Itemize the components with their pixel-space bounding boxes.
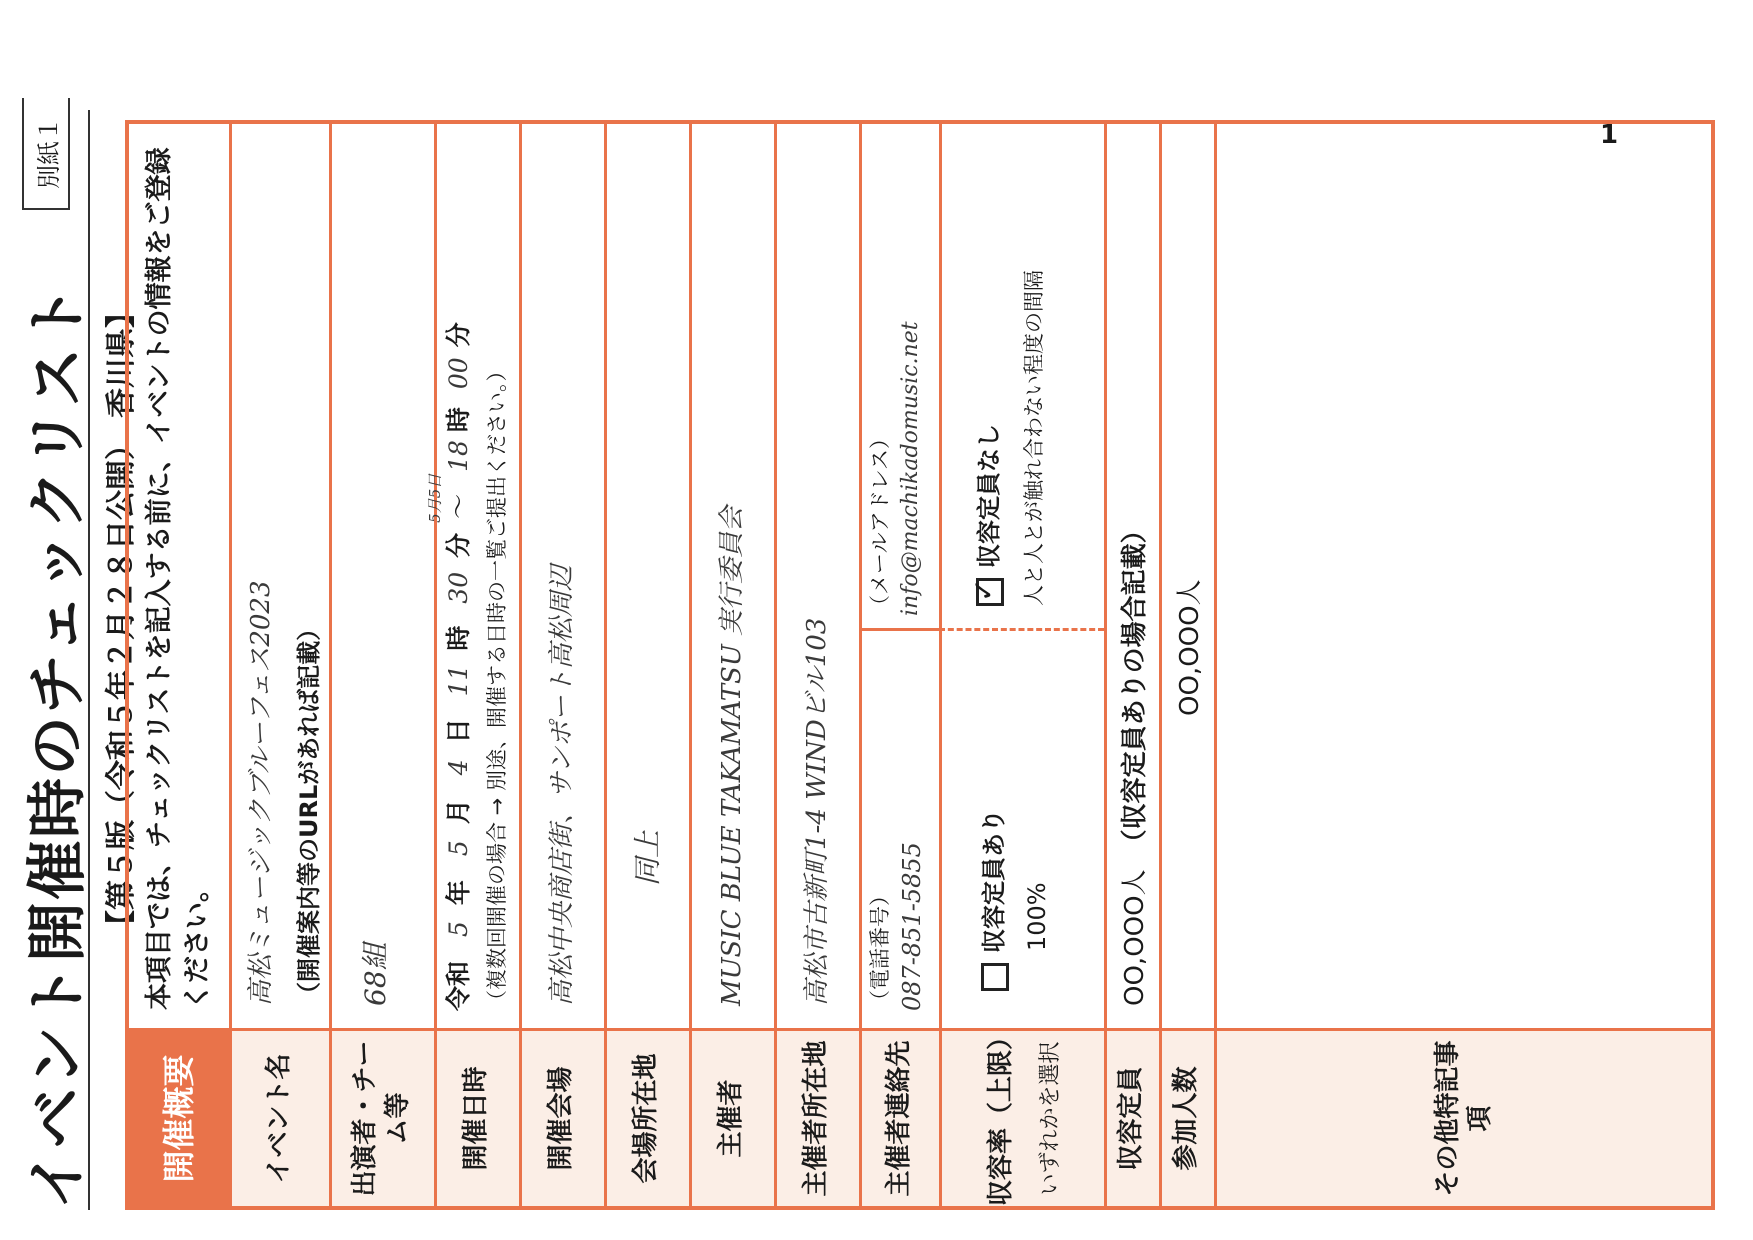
end-hour: 18 xyxy=(444,440,473,472)
page-number: 1 xyxy=(1600,120,1619,150)
capacity-cell xyxy=(1114,517,1151,1006)
attendance-label: 参加人数 xyxy=(1171,1066,1202,1171)
performers-value: 68組 xyxy=(359,942,392,1006)
capacity-yes-label: 収容定員あり xyxy=(980,809,1008,953)
prefecture-text: 香川県】 xyxy=(104,298,139,418)
capacity-note: （収容定員ありの場合記載） xyxy=(1120,517,1150,856)
start-min: 30 xyxy=(444,571,473,604)
event-name-cell xyxy=(234,126,329,1006)
email-cell xyxy=(864,126,923,616)
venue-label: 開催会場 xyxy=(546,1066,577,1171)
phone-label: （電話番号） xyxy=(868,885,892,1011)
month-unit: 月 xyxy=(444,799,473,825)
capacity-no-label: 収容定員なし xyxy=(975,424,1003,568)
capacity-dashed-split xyxy=(939,628,1104,631)
organizer-address-value: 高松市古新町1-4 WINDビル103 xyxy=(802,617,832,1006)
check-mark-icon: ✓ xyxy=(967,578,1000,602)
event-url-note: （開催案内等のURLがあれば記載） xyxy=(295,616,323,1006)
min-unit-1: 分 xyxy=(444,532,473,558)
email-value: info@machikadomusic.net xyxy=(898,321,923,616)
month-value: 5 xyxy=(444,840,473,857)
organizer-label: 主催者 xyxy=(716,1079,747,1158)
attendance-value: OO,OOO人 xyxy=(1175,579,1205,716)
datetime-note: （複数回開催の場合 → 別途、開催する日時の一覧ご提出ください。） xyxy=(485,360,509,1011)
event-name-label: イベント名 xyxy=(263,1053,294,1184)
end-min: 00 xyxy=(444,357,473,390)
capacity-no-checkbox[interactable] xyxy=(967,578,1004,606)
capacity-value: OO,OOO人 xyxy=(1120,869,1150,1006)
day-value: 4 xyxy=(444,759,473,776)
organizer-value: MUSIC BLUE TAKAMATSU 実行委員会 xyxy=(717,505,747,1006)
email-label: （メールアドレス） xyxy=(868,428,892,616)
capacity-rate-sublabel: いずれかを選択 xyxy=(1037,1041,1063,1196)
min-unit-2: 分 xyxy=(444,322,473,348)
hour-unit-2: 時 xyxy=(444,407,473,433)
capacity-no-line xyxy=(969,131,1004,606)
overview-header: 開催概要 xyxy=(129,1031,229,1206)
phone-cell xyxy=(864,631,926,1011)
venue-address-value: 同上 xyxy=(631,829,664,886)
day-unit: 日 xyxy=(444,718,473,744)
capacity-label: 収容定員 xyxy=(1116,1066,1147,1171)
annex-label: 別紙１ xyxy=(22,98,70,210)
other-notes-label: その他特記事項 xyxy=(1432,1040,1495,1197)
tilde xyxy=(426,473,473,523)
datetime-line xyxy=(426,126,475,1011)
document-title: イベント開催時のチェックリスト xyxy=(23,283,93,1210)
capacity-no-desc: 人と人とが触れ合わない程度の間隔 xyxy=(1022,270,1046,606)
other-notes-value[interactable] xyxy=(1224,131,1704,1011)
checklist-form xyxy=(125,120,1715,1210)
capacity-rate-label-cell xyxy=(939,1023,1104,1206)
capacity-yes-line xyxy=(974,651,1009,991)
title-underline xyxy=(88,110,90,1210)
overview-intro: 本項目では、チェックリストを記入する前に、イベントの情報をご登録ください。 xyxy=(144,147,213,1010)
phone-value: 087-851-5855 xyxy=(898,842,926,1011)
year-value: 5 xyxy=(444,921,473,938)
performers-label: 出演者・チーム等 xyxy=(350,1040,413,1197)
venue-address-label: 会場所在地 xyxy=(631,1053,662,1184)
capacity-yes-value: 100% xyxy=(1023,882,1051,951)
tilde-text: ～ xyxy=(444,493,473,519)
version-text: 【第５版（令和５年２月２８日公開） xyxy=(104,430,139,940)
end-day-note: 5月5日 xyxy=(426,473,444,523)
start-hour: 11 xyxy=(444,664,473,697)
capacity-yes-checkbox[interactable] xyxy=(981,963,1009,991)
organizer-address-label: 主催者所在地 xyxy=(801,1040,832,1197)
event-name-value: 高松ミュージックブルーフェス2023 xyxy=(246,580,276,1006)
capacity-yes-option[interactable] xyxy=(974,651,1051,991)
capacity-no-option[interactable] xyxy=(969,131,1048,606)
datetime-cell xyxy=(426,126,511,1011)
venue-value: 高松中央商店街、サンポート高松周辺 xyxy=(547,565,577,1006)
era: 令和 xyxy=(444,960,473,1011)
hour-unit-1: 時 xyxy=(444,625,473,651)
year-unit: 年 xyxy=(444,880,473,906)
capacity-rate-label: 収容率（上限） xyxy=(985,1023,1016,1206)
datetime-label: 開催日時 xyxy=(461,1066,492,1171)
contact-label: 主催者連絡先 xyxy=(883,1040,914,1197)
